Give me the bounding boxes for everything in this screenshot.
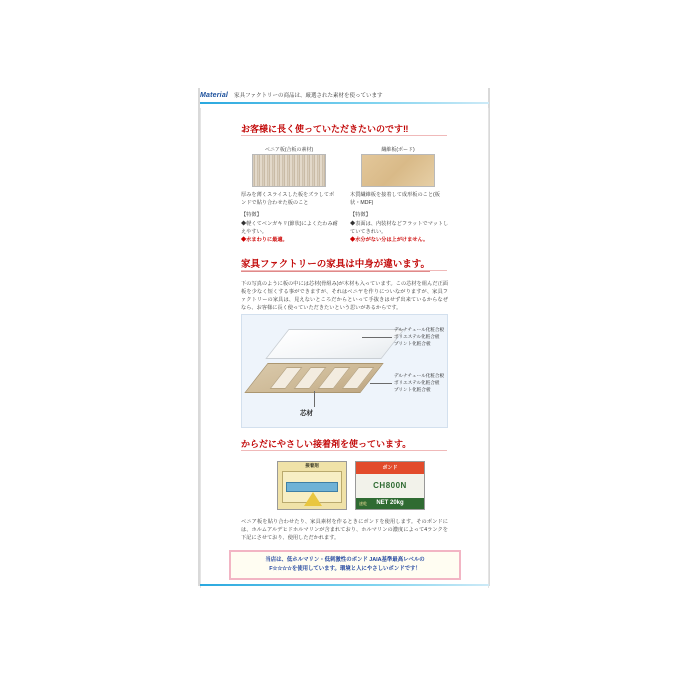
veneer-bullet-2: ◆水まわりに最適。 [241, 237, 288, 243]
product-b-top-band [356, 462, 424, 474]
board-upper-panel [265, 329, 404, 359]
label-top-2: ポリエステル化粧合板 [394, 334, 440, 339]
header-badge: Material [200, 91, 229, 99]
fiberboard-caption: 繊維板(ボード) [381, 147, 415, 153]
product-b-mid-band [356, 474, 424, 498]
note-line-2: F☆☆☆☆を使用しています。環境と人にやさしいボンドです！ [269, 566, 421, 572]
product-b-weight: NET 20kg [376, 500, 404, 506]
highlight-note [229, 550, 461, 580]
header-subtitle: 家具ファクトリーの商品は、厳選された素材を使っています [234, 93, 383, 99]
label-core: 芯材 [300, 410, 313, 417]
section3-heading: からだにやさしい接着剤を使っています。 [241, 439, 412, 449]
fiberboard-description: 木質繊維板を接着して成形板のこと(板状・MDF) [350, 192, 440, 207]
header-divider [200, 102, 489, 104]
page-header [200, 88, 488, 102]
product-a-title: 接着剤 [305, 463, 319, 468]
veneer-spec-label: 【特徴】 [241, 212, 262, 218]
fiberboard-bullet-1: ◆表面は、内装材などフラットでマットしていてきれい。 [350, 221, 449, 236]
veneer-bullet-1: ◆軽くてベンガキリ(節状)によくたわみ耐えやすい。 [241, 221, 338, 236]
label-top-3: プリント化粧合板 [394, 341, 431, 346]
section3-divider [241, 450, 447, 451]
section3-body: ベニア板を貼り合わせたり、家具素材を作るときにボンドを使用します。そのボンドには、ホルムアルデヒドホルマリンが含まれており、ホルマリンの濃度によって4ランクを下記にさせており、使用しただかれます。 [241, 519, 448, 542]
product-b-tag: 速乾 [359, 501, 367, 506]
fiberboard-swatch-image [361, 154, 435, 187]
section2-divider [241, 270, 447, 271]
label-top-1: デルナチュール化粧合板 [394, 327, 445, 332]
leader-line-bottom [370, 383, 392, 384]
section1-divider [241, 135, 447, 136]
label-bottom-2: ポリエステル化粧合板 [394, 380, 440, 385]
leader-line-top [362, 337, 392, 338]
veneer-swatch-image [252, 154, 326, 187]
product-a-band [286, 482, 338, 492]
note-text [265, 556, 424, 574]
product-b-brand: ボンド [382, 465, 398, 471]
label-bottom-3: プリント化粧合板 [394, 387, 431, 392]
leader-line-core [314, 391, 315, 407]
note-line-1: 当店は、低ホルマリン・低刺激性のボンド JAIA基準最高レベルの [265, 556, 425, 563]
section2-heading: 家具ファクトリーの家具は中身が違います。 [241, 259, 431, 270]
section2-body: 下の写真のように板の中には芯材(骨組み)が木材も入っています。この芯材を組んだ正面板を少なく短くする事ができますが、それはベニヤを作りについながりますが、家具ファクトリーの家具は、見えないところだからといって手抜きはせず出来ているからなぜなら、お客様に長く使っていただきたいという思いがあるからです。 [241, 281, 448, 312]
fiberboard-spec-label: 【特徴】 [350, 212, 371, 218]
fiberboard-bullet-2: ◆水分がない分は上がけません。 [350, 237, 429, 243]
veneer-caption: ベニア板(合板の素材) [264, 147, 314, 153]
section1-heading: お客様に長く使っていただきたいのです‼ [241, 124, 409, 134]
veneer-description: 厚みを薄くスライスした板をズラしてボンドで貼り合わせた板のこと [241, 192, 335, 207]
adhesive-product-a-image [277, 461, 347, 510]
product-b-model: CH800N [373, 481, 407, 490]
label-bottom-1: デルナチュール化粧合板 [394, 373, 445, 378]
product-a-warning-triangle-icon [304, 492, 322, 506]
board-structure-illustration [241, 314, 448, 428]
adhesive-product-b-image [355, 461, 425, 510]
footer-divider [200, 584, 489, 586]
